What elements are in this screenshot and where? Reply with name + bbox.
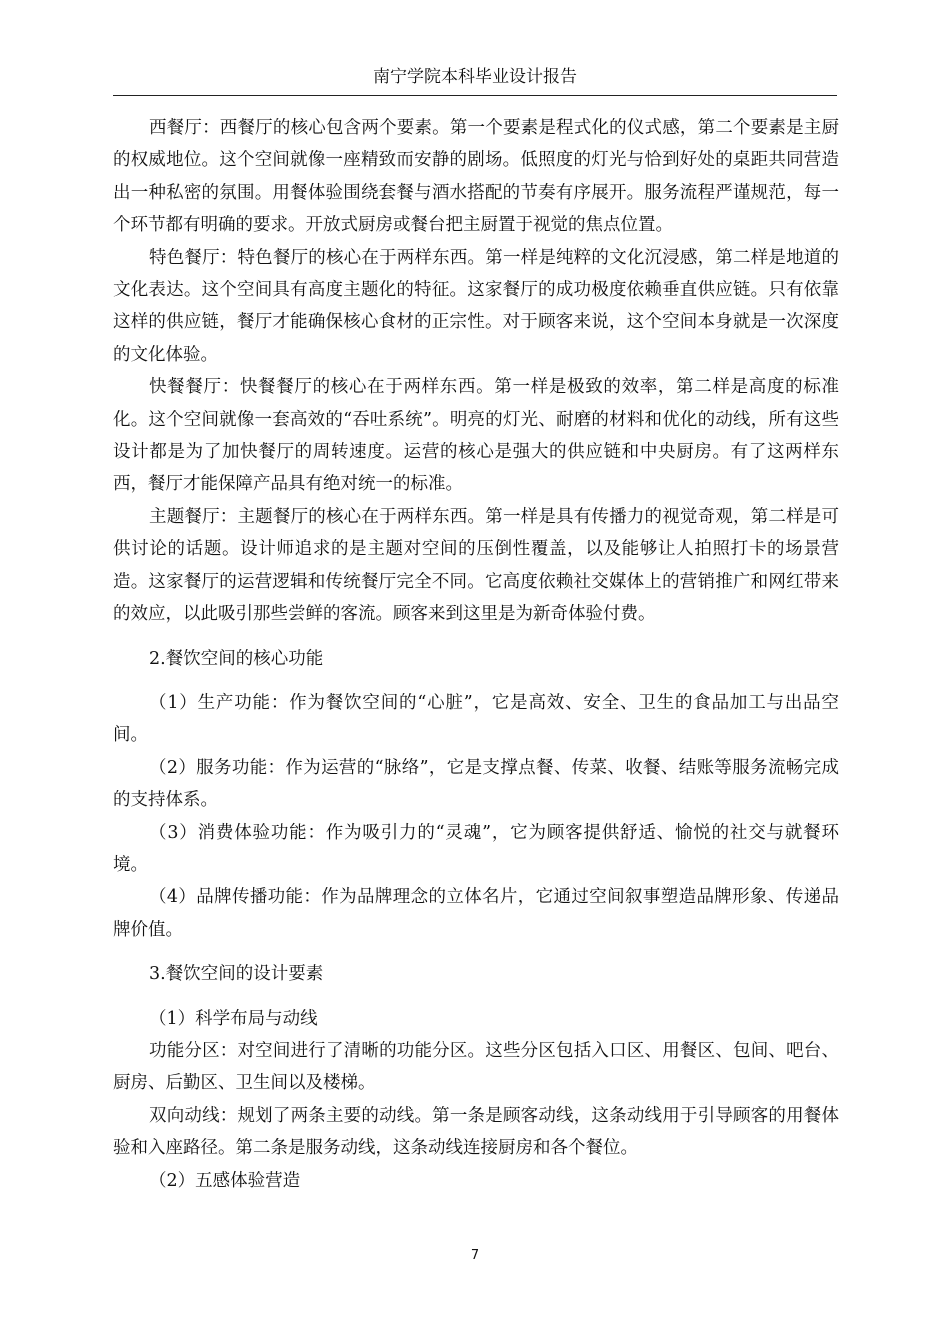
subheading-five-senses-experience: （2）五感体验营造 — [149, 1170, 301, 1191]
paragraph-specialty-restaurant: 特色餐厅：特色餐厅的核心在于两样东西。第一样是纯粹的文化沉浸感，第二样是地道的文化表达。这个空间具有高度主题化的特征。这家餐厅的成功极度依赖垂直供应链。只有依靠这样的供应链，餐厅才能确保核心食材的正宗性。对于顾客来说，这个空间本身就是一次深度的文化体验。 — [113, 247, 839, 365]
paragraph-two-way-circulation: 双向动线：规划了两条主要的动线。第一条是顾客动线，这条动线用于引导顾客的用餐体验和入座路径。第二条是服务动线，这条动线连接厨房和各个餐位。 — [113, 1105, 839, 1159]
header-divider — [113, 95, 837, 96]
list-item-service-function: （2）服务功能：作为运营的“脉络”，它是支撑点餐、传菜、收餐、结账等服务流畅完成的支持体系。 — [113, 757, 839, 811]
paragraph-functional-zoning: 功能分区：对空间进行了清晰的功能分区。这些分区包括入口区、用餐区、包间、吧台、厨房、后勤区、卫生间以及楼梯。 — [113, 1040, 839, 1094]
page-number: 7 — [470, 1248, 480, 1263]
paragraph-western-restaurant: 西餐厅：西餐厅的核心包含两个要素。第一个要素是程式化的仪式感，第二个要素是主厨的权威地位。这个空间就像一座精致而安静的剧场。低照度的灯光与恰到好处的桌距共同营造出一种私密的氛围。用餐体验围绕套餐与酒水搭配的节奏有序展开。服务流程严谨规范，每一个环节都有明确的要求。开放式厨房或餐台把主厨置于视觉的焦点位置。 — [113, 118, 839, 236]
list-item-consumption-experience-function: （3）消费体验功能：作为吸引力的“灵魂”，它为顾客提供舒适、愉悦的社交与就餐环境。 — [113, 822, 839, 875]
document-body — [113, 112, 839, 1197]
subheading-layout-circulation: （1）科学布局与动线 — [149, 1008, 318, 1029]
list-item-production-function: （1）生产功能：作为餐饮空间的“心脏”，它是高效、安全、卫生的食品加工与出品空间。 — [113, 692, 839, 746]
paragraph-theme-restaurant: 主题餐厅：主题餐厅的核心在于两样东西。第一样是具有传播力的视觉奇观，第二样是可供讨论的话题。设计师追求的是主题对空间的压倒性覆盖，以及能够让人拍照打卡的场景营造。这家餐厅的运营逻辑和传统餐厅完全不同。它高度依赖社交媒体上的营销推广和网红带来的效应，以此吸引那些尝鲜的客流。顾客来到这里是为新奇体验付费。 — [113, 506, 839, 625]
list-item-brand-communication-function: （4）品牌传播功能：作为品牌理念的立体名片，它通过空间叙事塑造品牌形象、传递品牌价值。 — [113, 887, 839, 940]
section-heading-design-elements: 3.餐饮空间的设计要素 — [149, 964, 324, 985]
paragraph-fast-food-restaurant: 快餐餐厅：快餐餐厅的核心在于两样东西。第一样是极致的效率，第二样是高度的标准化。这个空间就像一套高效的“吞吐系统”。明亮的灯光、耐磨的材料和优化的动线，所有这些设计都是为了加快餐厅的周转速度。运营的核心是强大的供应链和中央厨房。有了这两样东西，餐厅才能保障产品具有绝对统一的标准。 — [113, 377, 839, 495]
page-header-title: 南宁学院本科毕业设计报告 — [373, 67, 577, 87]
section-heading-core-functions: 2.餐饮空间的核心功能 — [149, 648, 324, 669]
